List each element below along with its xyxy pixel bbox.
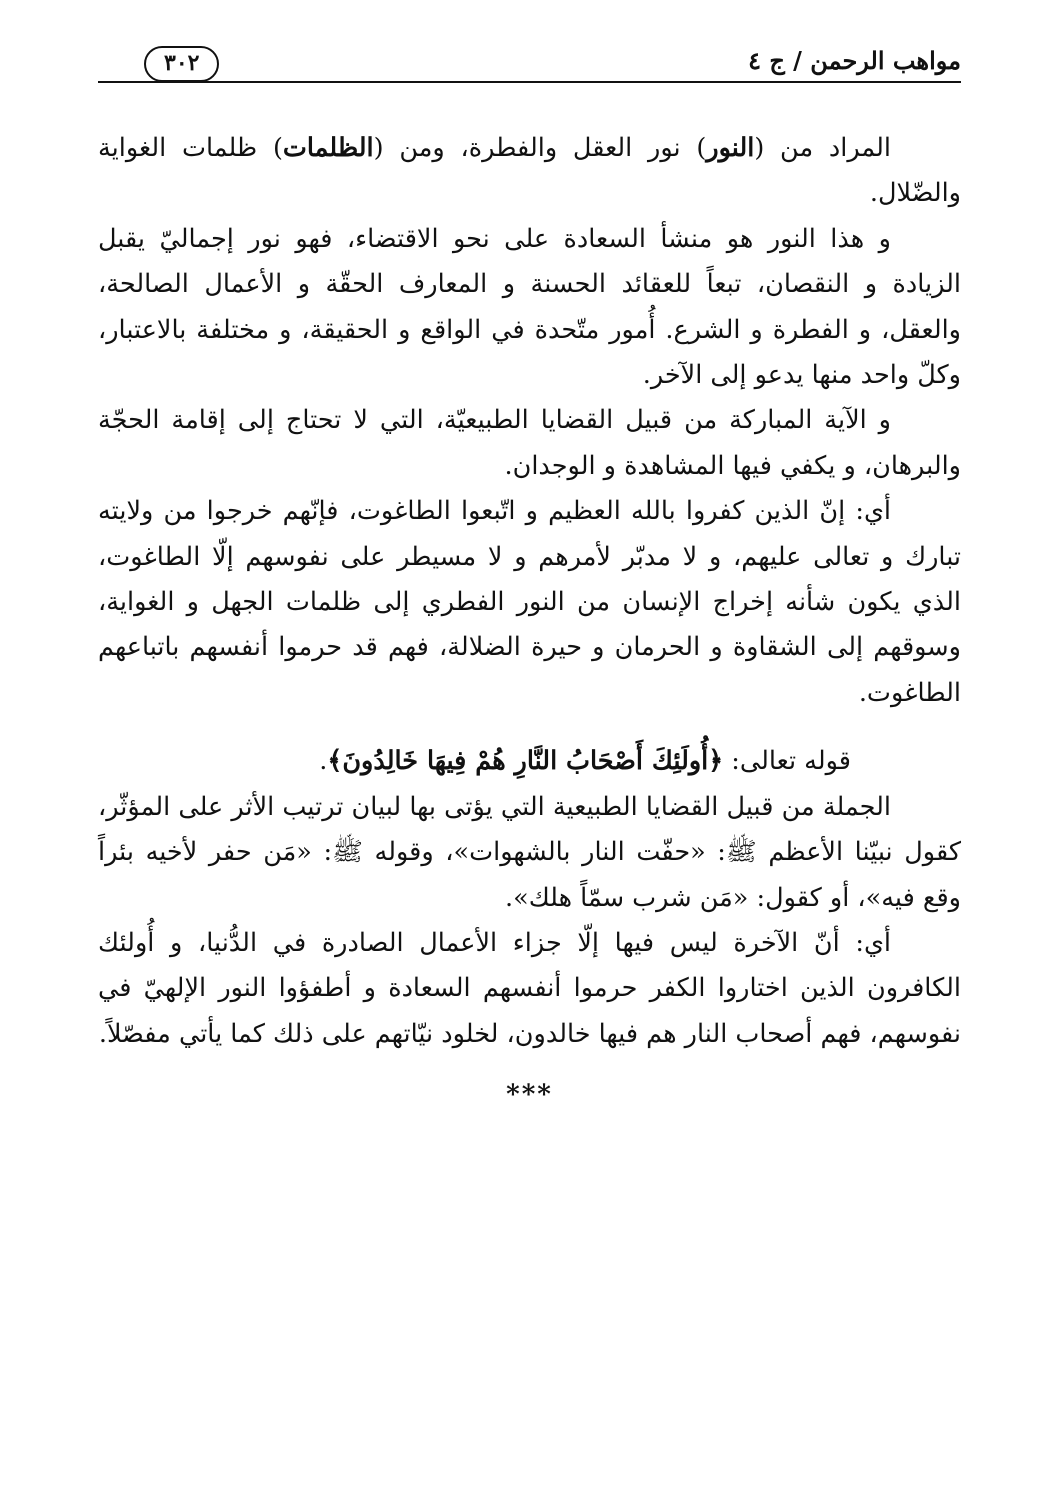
p1-text-e: ) ظلمات الغواية والضّلال. — [98, 133, 961, 209]
running-title: مواهب الرحمن / ج ٤ — [748, 46, 961, 75]
paragraph-4: أي: إنّ الذين كفروا بالله العظيم و اتّبعوا الطاغوت، فإنّهم خرجوا من ولايته تبارك و تعالى عليهم، و لا مدبّر لأمرهم و لا مسيطر على نفوسهم إلّا الطاغوت، الذي يكون شأنه إخراج الإنسان من النور الفطري إلى ظلمات الجهل و الغواية، وسوقهم إلى الشقاوة و الحرمان و حيرة الضلالة، فهم قد حرموا أنفسهم باتباعهم الطاغوت. — [98, 496, 961, 708]
paragraph-5: الجملة من قبيل القضايا الطبيعية التي يؤتى بها لبيان ترتيب الأثر على المؤثّر، كقول نبيّنا الأعظم ﷺ: «حفّت النار بالشهوات»، وقوله ﷺ: «مَن حفر لأخيه بئراً وقع فيه»، أو كقول: «مَن شرب سمّاً هلك». — [98, 791, 961, 913]
paragraph-6: أي: أنّ الآخرة ليس فيها إلّا جزاء الأعمال الصادرة في الدُّنيا، و أُولئك الكافرون الذين اختاروا الكفر حرموا أنفسهم السعادة و أطفؤوا النور الإلهيّ في نفوسهم، فهم أصحاب النار هم فيها خالدون، لخلود نيّاتهم على ذلك كما يأتي مفصّلاً. — [98, 927, 961, 1049]
page-number: ٣٠٢ — [144, 46, 219, 82]
verse-intro: قوله تعالى: — [723, 746, 851, 777]
paragraph-1 — [98, 126, 961, 217]
body-text — [98, 126, 961, 1119]
term-nur: النور — [706, 133, 755, 163]
quran-verse: ﴿أُولَئِكَ أَصْحَابُ النَّارِ هُمْ فِيهَا خَالِدُونَ﴾ — [327, 746, 724, 777]
verse-end: . — [319, 746, 328, 777]
p1-text-a: المراد من ( — [754, 133, 891, 163]
term-zulumat: الظلمات — [282, 133, 374, 163]
page-header — [98, 40, 961, 92]
verse-line — [98, 739, 961, 784]
paragraph-3: و الآية المباركة من قبيل القضايا الطبيعيّة، التي لا تحتاج إلى إقامة الحجّة والبرهان، و يكفي فيها المشاهدة و الوجدان. — [98, 405, 961, 481]
paragraph-2: و هذا النور هو منشأ السعادة على نحو الاقتضاء، فهو نور إجماليّ يقبل الزيادة و النقصان، تبعاً للعقائد الحسنة و المعارف الحقّة و الأعمال الصالحة، والعقل، و الفطرة و الشرع. أُمور متّحدة في الواقع و الحقيقة، و مختلفة بالاعتبار، وكلّ واحد منها يدعو إلى الآخر. — [98, 223, 961, 391]
header-rule — [98, 81, 961, 83]
p1-text-c: ) نور العقل والفطرة، ومن ( — [373, 133, 707, 163]
section-separator: *** — [506, 1080, 553, 1111]
